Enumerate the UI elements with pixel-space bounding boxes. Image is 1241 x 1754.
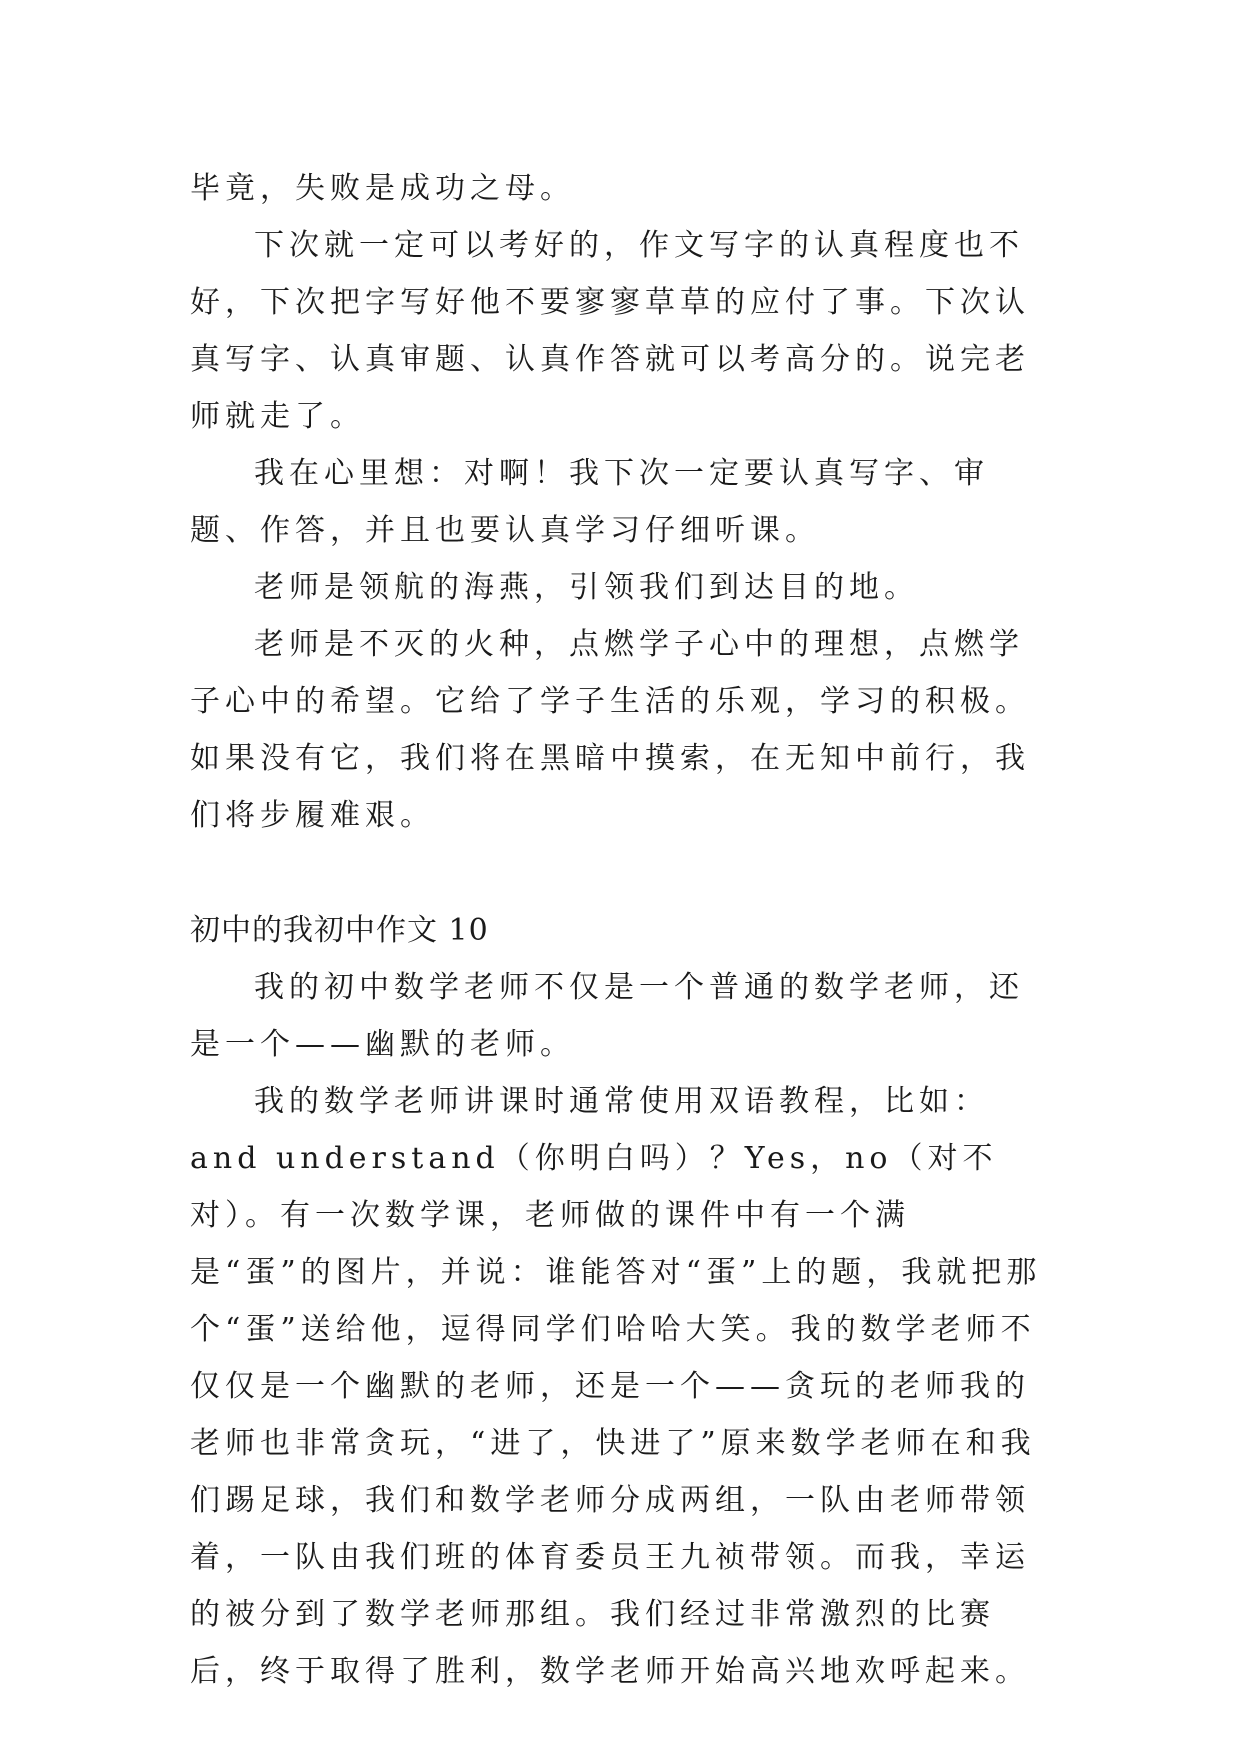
paragraph: 我在心里想：对啊！我下次一定要认真写字、审题、作答，并且也要认真学习仔细听课。 — [190, 456, 989, 548]
paragraph: 老师是领航的海燕，引领我们到达目的地。 — [254, 570, 919, 605]
section-spacer — [190, 844, 1050, 902]
section-title: 初中的我初中作文 10 — [190, 913, 489, 948]
paragraph: 老师是不灭的火种，点燃学子心中的理想，点燃学子心中的希望。它给了学子生活的乐观，学习的积极。如果没有它，我们将在黑暗中摸索，在无知中前行，我们将步履难艰。 — [190, 627, 1030, 833]
paragraph: 下次就一定可以考好的，作文写字的认真程度也不好，下次把字写好他不要寥寥草草的应付了事。下次认真写字、认真审题、认真作答就可以考高分的。说完老师就走了。 — [190, 228, 1030, 434]
paragraph: 毕竟，失败是成功之母。 — [190, 171, 575, 206]
document-body — [190, 160, 1050, 1700]
paragraph: 我的数学老师讲课时通常使用双语教程，比如：and understand（你明白吗）？Yes，no（对不对）。有一次数学课，老师做的课件中有一个满是“蛋”的图片，并说：谁能答对“蛋”上的题，我就把那个“蛋”送给他，逗得同学们哈哈大笑。我的数学老师不仅仅是一个幽默的老师，还是一个——贪玩的老师我的老师也非常贪玩，“进了，快进了”原来数学老师在和我们踢足球，我们和数学老师分成两组，一队由老师带领着，一队由我们班的体育委员王九祯带领。而我，幸运的被分到了数学老师那组。我们经过非常激烈的比赛后，终于取得了胜利，数学老师开始高兴地欢呼起来。 — [190, 1084, 1042, 1689]
paragraph: 我的初中数学老师不仅是一个普通的数学老师，还是一个——幽默的老师。 — [190, 970, 1024, 1062]
